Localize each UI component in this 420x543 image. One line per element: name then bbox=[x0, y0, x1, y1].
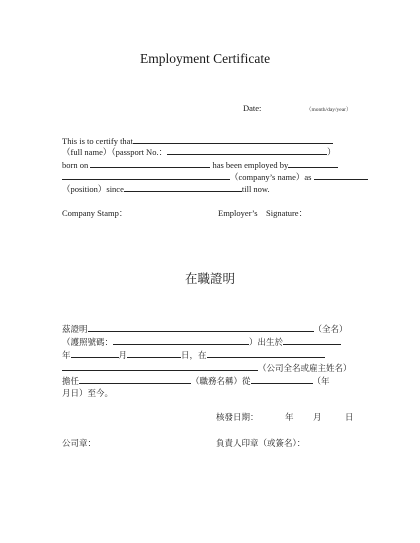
company-seal-label: 公司章： bbox=[62, 439, 97, 449]
c5-position-blank[interactable] bbox=[79, 374, 191, 384]
employer-blank[interactable] bbox=[288, 158, 338, 168]
company-stamp-label: Company Stamp： bbox=[62, 208, 128, 218]
full-name-label: （full name） bbox=[62, 147, 112, 157]
position-line bbox=[62, 182, 270, 195]
position-since-label: （position）since bbox=[62, 184, 124, 194]
chinese-line-2 bbox=[62, 335, 341, 348]
company-name-blank[interactable] bbox=[62, 170, 230, 180]
born-on-label: born on bbox=[62, 160, 89, 170]
chinese-line-3 bbox=[62, 348, 325, 361]
c3-year: 年 bbox=[62, 351, 71, 361]
till-now-label: till now. bbox=[241, 184, 270, 194]
chinese-line-5 bbox=[62, 374, 330, 387]
issue-year: 年 bbox=[285, 413, 294, 423]
c3-company-blank[interactable] bbox=[207, 348, 325, 358]
c2-passport-blank[interactable] bbox=[113, 335, 249, 345]
c5-start-blank[interactable] bbox=[251, 374, 313, 384]
company-name-label: （company’s name）as bbox=[230, 172, 312, 182]
c1-name-blank[interactable] bbox=[88, 322, 314, 332]
certify-prefix: This is to certify that bbox=[62, 136, 133, 146]
passport-blank[interactable] bbox=[167, 145, 327, 155]
c5-year-open: （年 bbox=[312, 377, 330, 387]
since-date-blank[interactable] bbox=[124, 182, 242, 192]
birth-date-blank[interactable] bbox=[90, 158, 210, 168]
full-name-blank[interactable] bbox=[133, 134, 333, 144]
c1-full-name: （全名） bbox=[313, 325, 348, 335]
issue-month: 月 bbox=[313, 413, 322, 423]
chinese-line-6: 月日）至今。 bbox=[62, 389, 114, 399]
responsible-seal-label: 負責人印章（或簽名）： bbox=[216, 439, 306, 449]
c1-prefix: 茲證明 bbox=[62, 325, 88, 335]
passport-line bbox=[62, 145, 336, 158]
passport-label: （passport No.： bbox=[111, 147, 168, 157]
c4-company-label: （公司全名或雇主姓名） bbox=[258, 364, 352, 374]
date-format-hint: （month/day/year） bbox=[306, 107, 352, 113]
chinese-title: 在職證明 bbox=[185, 271, 236, 286]
passport-close: ） bbox=[327, 147, 336, 157]
c2-birthplace-blank[interactable] bbox=[283, 335, 341, 345]
born-line bbox=[62, 158, 338, 170]
issue-day: 日 bbox=[345, 413, 354, 423]
position-blank-start[interactable] bbox=[314, 170, 368, 180]
employed-by-label: has been employed by bbox=[212, 160, 289, 170]
c2-passport: （護照號碼： bbox=[62, 338, 114, 348]
chinese-line-1 bbox=[62, 322, 348, 335]
c3-month: 月 bbox=[118, 351, 128, 361]
issue-date-label: 核發日期： bbox=[216, 413, 259, 423]
c3-month-blank[interactable] bbox=[127, 348, 181, 358]
employer-signature-label: Employer’s Signature： bbox=[218, 208, 308, 218]
english-title: Employment Certificate bbox=[140, 51, 271, 66]
c5-serve: 擔任 bbox=[62, 377, 80, 387]
c2-born-at: ）出生於 bbox=[249, 338, 284, 348]
c5-position-from: （職務名稱）從 bbox=[191, 377, 251, 387]
chinese-line-4 bbox=[62, 361, 352, 374]
c3-year-blank[interactable] bbox=[71, 348, 119, 358]
date-label: Date: bbox=[243, 103, 262, 113]
c4-company-blank[interactable] bbox=[62, 361, 258, 371]
c3-day-at: 日，在 bbox=[181, 351, 207, 361]
